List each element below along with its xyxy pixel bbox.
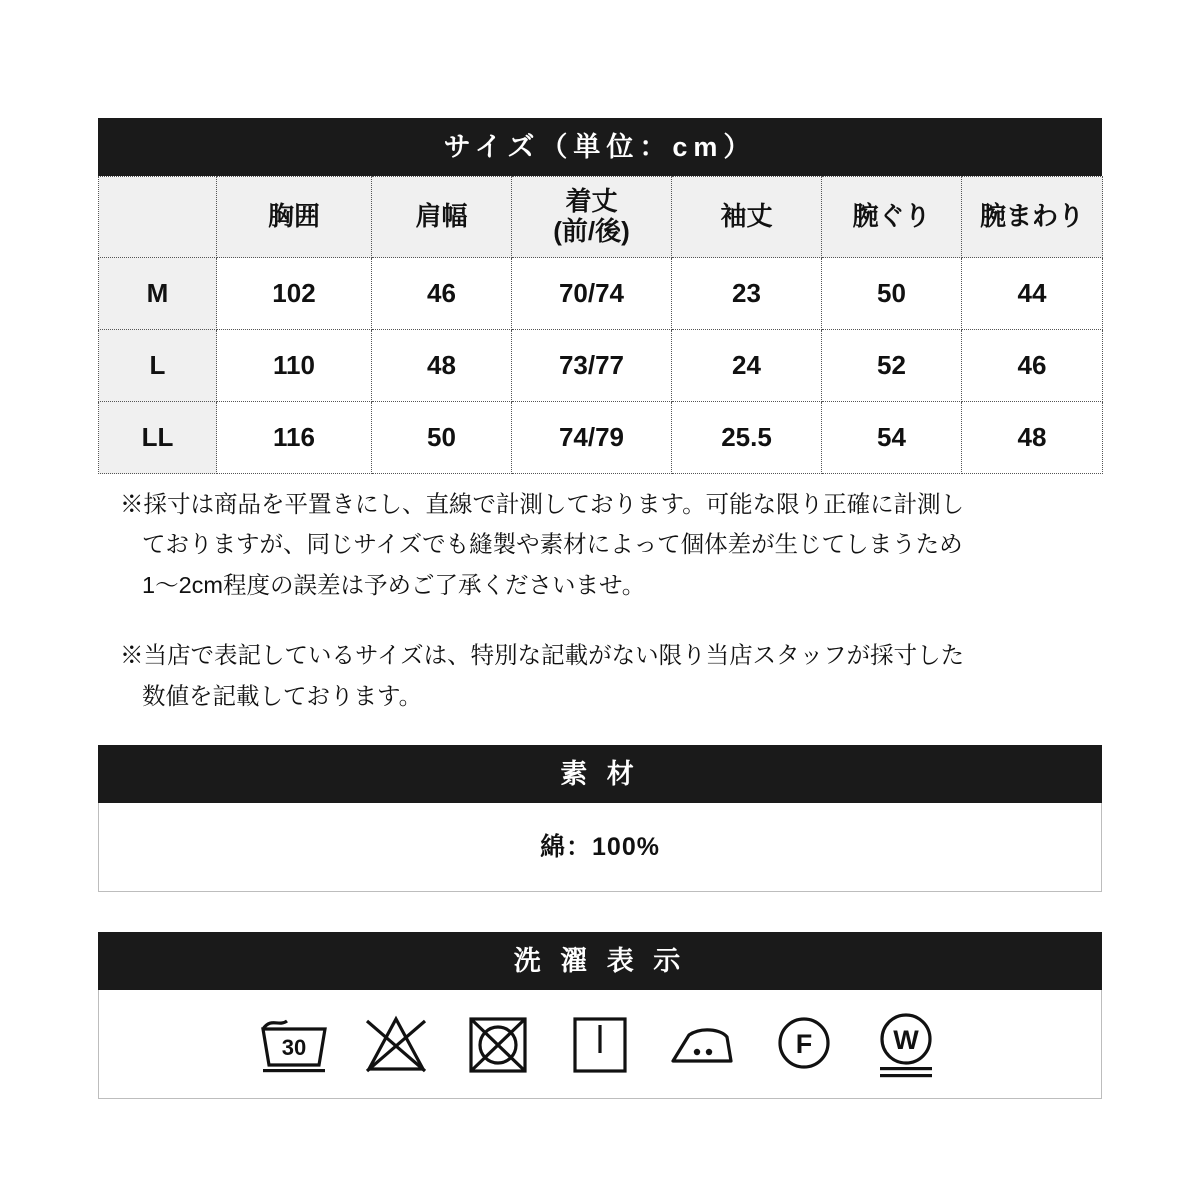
cell-sleeve: 23	[672, 258, 822, 330]
cell-shoulder: 50	[372, 402, 512, 474]
header-cell-length-main: 着丈	[565, 186, 618, 217]
svg-text:F: F	[795, 1029, 813, 1059]
header-cell-length-sub: (前/後)	[553, 216, 630, 246]
header-cell-length	[512, 177, 672, 258]
note-line: ※採寸は商品を平置きにし、直線で計測しております。可能な限り正確に計測し	[120, 491, 965, 517]
cell-armhole: 50	[822, 258, 962, 330]
no-tumble-dry-icon	[461, 1011, 535, 1077]
laundry-icon-row	[98, 990, 1102, 1099]
svg-text:W: W	[893, 1025, 919, 1055]
row-size-label: M	[99, 258, 217, 330]
cell-length: 70/74	[512, 258, 672, 330]
size-section	[98, 118, 1102, 474]
no-bleach-icon	[359, 1011, 433, 1077]
drip-dry-vertical-icon	[563, 1011, 637, 1077]
cell-armwidth: 46	[962, 330, 1103, 402]
cell-bust: 102	[217, 258, 372, 330]
table-row	[99, 402, 1103, 474]
note-line: 数値を記載しております。	[142, 682, 423, 709]
header-cell-sleeve: 袖丈	[672, 177, 822, 258]
note-line: ※当店で表記しているサイズは、特別な記載がない限り当店スタッフが採寸した	[120, 642, 965, 669]
laundry-section-header: 洗 濯 表 示	[98, 932, 1102, 990]
header-cell-armwidth: 腕まわり	[962, 177, 1103, 258]
cell-armwidth: 44	[962, 258, 1103, 330]
laundry-section	[98, 932, 1102, 1099]
wet-clean-w-icon	[869, 1009, 943, 1079]
material-section-header: 素 材	[98, 745, 1102, 803]
header-cell-blank	[99, 177, 217, 258]
iron-low-icon	[665, 1011, 739, 1077]
header-cell-armhole: 腕ぐり	[822, 177, 962, 258]
material-section	[98, 745, 1102, 892]
cell-bust: 110	[217, 330, 372, 402]
spec-sheet	[98, 0, 1102, 1200]
note-line: 1〜2cm程度の誤差は予めご了承くださいませ。	[142, 571, 646, 598]
header-cell-bust: 胸囲	[217, 177, 372, 258]
cell-length: 74/79	[512, 402, 672, 474]
note-line: ておりますが、同じサイズでも縫製や素材によって個体差が生じてしまうため	[142, 531, 963, 558]
table-header-row	[99, 177, 1103, 258]
table-row	[99, 258, 1103, 330]
header-cell-shoulder: 肩幅	[372, 177, 512, 258]
row-size-label: L	[99, 330, 217, 402]
svg-text:30: 30	[281, 1035, 307, 1060]
note-paragraph-1	[120, 484, 1080, 605]
cell-length: 73/77	[512, 330, 672, 402]
cell-armhole: 52	[822, 330, 962, 402]
note-paragraph-2	[120, 635, 1080, 716]
dry-clean-f-icon	[767, 1011, 841, 1077]
material-value: 綿：100%	[98, 803, 1102, 892]
cell-shoulder: 48	[372, 330, 512, 402]
table-row	[99, 330, 1103, 402]
measurement-notes	[120, 484, 1080, 746]
cell-sleeve: 24	[672, 330, 822, 402]
size-table	[98, 176, 1103, 474]
cell-armwidth: 48	[962, 402, 1103, 474]
size-section-header: サイズ（単位：cm）	[98, 118, 1102, 176]
wash-30-icon	[257, 1011, 331, 1077]
cell-shoulder: 46	[372, 258, 512, 330]
cell-armhole: 54	[822, 402, 962, 474]
cell-sleeve: 25.5	[672, 402, 822, 474]
cell-bust: 116	[217, 402, 372, 474]
row-size-label: LL	[99, 402, 217, 474]
